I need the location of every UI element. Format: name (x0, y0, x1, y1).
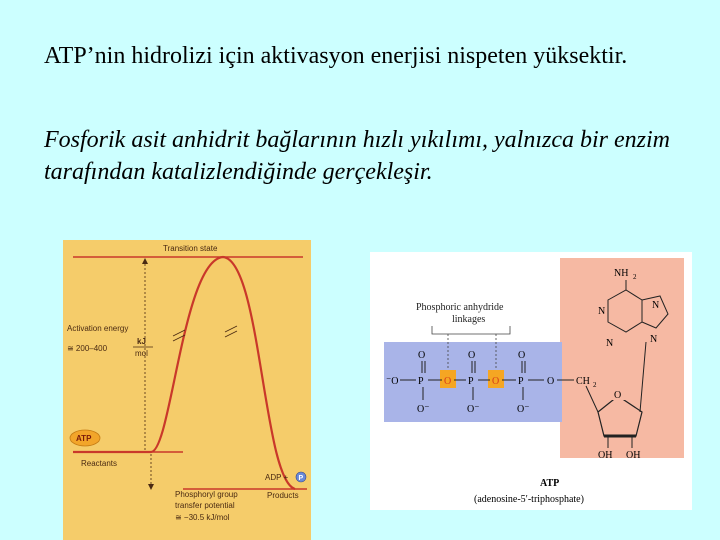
adenosine-band (560, 258, 684, 458)
linkage-title-1: Phosphoric anhydride (416, 302, 504, 313)
bridge-oxygen-1: O (444, 376, 452, 387)
phosphate-o-minus-3: O⁻ (517, 404, 530, 415)
transition-state-label: Transition state (163, 244, 218, 253)
ring-oxygen: O (614, 390, 622, 401)
phosphorus-3: P (518, 376, 524, 387)
bridge-oxygen-2: O (492, 376, 500, 387)
activation-energy-value: ≅ 200–400 (67, 344, 108, 353)
amino-group: NH (614, 268, 629, 279)
phosphate-o-top-2: O (468, 350, 476, 361)
atp-bubble-label: ATP (76, 434, 92, 443)
adenine-n9: N (650, 334, 658, 345)
products-formula: ADP + (265, 473, 289, 482)
adenine-n1: N (598, 306, 606, 317)
slide-paragraph-2: Fosforik asit anhidrit bağlarının hızlı yıkılımı, yalnızca bir enzim tarafından katalizlendiğinde gerçekleşir. (44, 127, 670, 185)
linkage-title-2: linkages (452, 314, 486, 325)
atp-caption-name: ATP (540, 478, 560, 489)
hydroxyl-2: OH (626, 450, 641, 461)
ch2-group: CH (576, 376, 590, 387)
unit-denominator: mol (135, 349, 148, 358)
transfer-line-1: Phosphoryl group (175, 490, 238, 499)
pi-symbol: P (298, 475, 304, 482)
products-label: Products (267, 491, 299, 500)
ester-oxygen: O (547, 376, 555, 387)
slide-paragraph-1: ATP’nin hidrolizi için aktivasyon enerjisi nispeten yüksektir. (44, 43, 628, 69)
amino-subscript: 2 (633, 273, 637, 281)
atp-structure-figure (370, 252, 692, 510)
phosphate-o-top-3: O (518, 350, 526, 361)
terminal-o-minus: ⁻O (386, 376, 399, 387)
hydroxyl-1: OH (598, 450, 613, 461)
adenine-n7: N (652, 300, 660, 311)
atp-caption-full-name: (adenosine-5′-triphosphate) (474, 494, 584, 505)
phosphate-o-top-1: O (418, 350, 426, 361)
energy-diagram-figure (63, 240, 311, 540)
transfer-line-2: transfer potential (175, 501, 235, 510)
ch2-subscript: 2 (593, 381, 597, 389)
adenine-n3: N (606, 338, 614, 349)
phosphate-o-minus-2: O⁻ (467, 404, 480, 415)
activation-energy-label: Activation energy (67, 324, 129, 333)
phosphorus-1: P (418, 376, 424, 387)
atp-structure-svg (370, 252, 692, 510)
transfer-line-3: ≅ −30.5 kJ/mol (175, 513, 230, 522)
phosphate-o-minus-1: O⁻ (417, 404, 430, 415)
unit-numerator: kJ (137, 337, 146, 346)
energy-diagram-svg (63, 240, 311, 540)
reactants-label: Reactants (81, 459, 118, 468)
phosphorus-2: P (468, 376, 474, 387)
